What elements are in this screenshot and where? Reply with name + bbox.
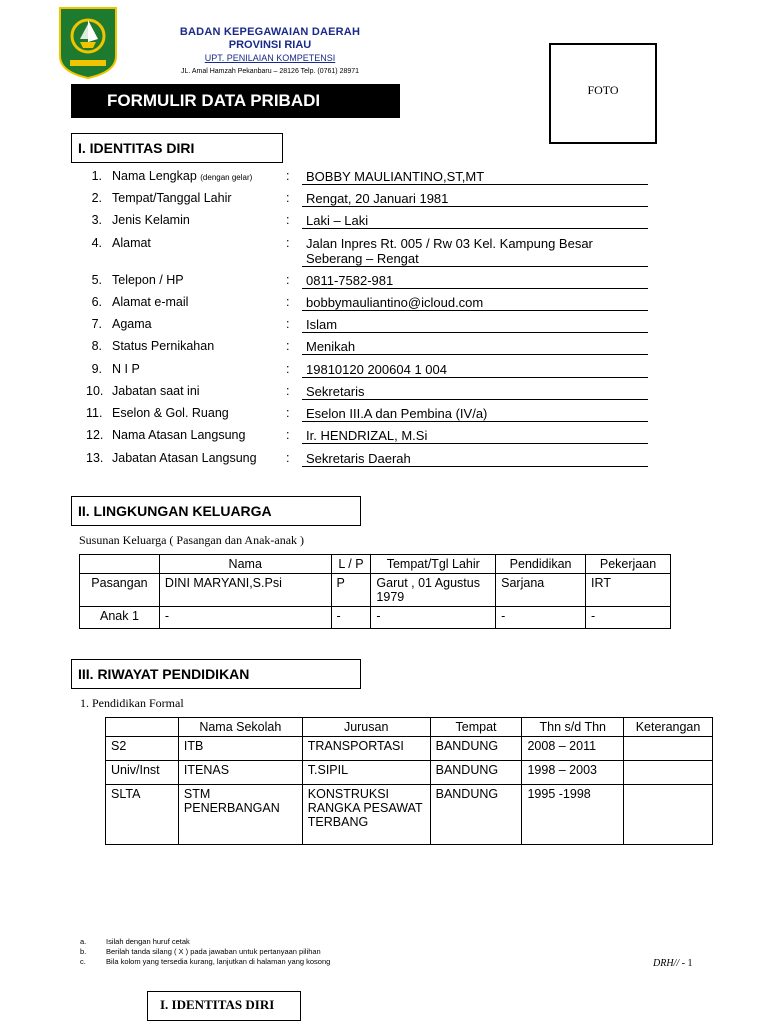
footnote-item [80, 957, 330, 967]
identity-value [302, 406, 648, 422]
identity-value-text: Sekretaris Daerah [306, 451, 411, 466]
identity-value-text: Sekretaris [306, 384, 365, 399]
education-subtitle: 1. Pendidikan Formal [80, 696, 184, 710]
column-header: Nama Sekolah [178, 718, 302, 737]
footnote-text: Isilah dengan huruf cetak [106, 937, 190, 946]
table-row [80, 574, 671, 607]
table-cell: T.SIPIL [302, 761, 430, 785]
identity-colon: : [286, 339, 290, 353]
identity-row-number: 6. [91, 295, 102, 309]
identity-colon: : [286, 384, 290, 398]
identity-label-text: Status Pernikahan [112, 339, 215, 353]
table-header-row [80, 555, 671, 574]
identity-colon: : [286, 295, 290, 309]
identity-label [112, 213, 190, 227]
identity-label [112, 169, 252, 183]
table-cell: - [496, 607, 586, 629]
next-page-section-title: I. IDENTITAS DIRI [147, 991, 301, 1021]
table-cell [624, 785, 713, 845]
page-code [653, 958, 692, 969]
column-header [106, 718, 179, 737]
table-cell: Sarjana [496, 574, 586, 607]
column-header: Keterangan [624, 718, 713, 737]
identity-value-text: Menikah [306, 339, 356, 354]
table-cell: ITB [178, 737, 302, 761]
identity-row-number: 12. [86, 428, 104, 442]
identity-value [302, 169, 648, 185]
table-header-row [106, 718, 713, 737]
table-cell: BANDUNG [430, 761, 522, 785]
identity-value [302, 295, 648, 311]
identity-label [112, 236, 151, 250]
table-cell: Anak 1 [80, 607, 160, 629]
form-title: FORMULIR DATA PRIBADI [71, 84, 400, 118]
table-cell: KONSTRUKSI RANGKA PESAWAT TERBANG [302, 785, 430, 845]
identity-row-number: 13. [86, 451, 104, 465]
table-cell: STM PENERBANGAN [178, 785, 302, 845]
identity-value-text: Laki – Laki [306, 213, 369, 228]
identity-value-text: Rengat, 20 Januari 1981 [306, 191, 449, 206]
identity-row [86, 451, 650, 473]
column-header [80, 555, 160, 574]
identity-row-number: 2. [91, 191, 102, 205]
identity-label [112, 295, 188, 309]
identity-row [86, 406, 650, 428]
table-row [106, 737, 713, 761]
identity-label-text: Alamat e-mail [112, 295, 189, 309]
section-title-pendidikan: III. RIWAYAT PENDIDIKAN [71, 659, 361, 689]
identity-label-text: Jabatan Atasan Langsung [112, 451, 257, 465]
table-cell: BANDUNG [430, 737, 522, 761]
identity-label-text: Tempat/Tanggal Lahir [112, 191, 232, 205]
identity-colon: : [286, 213, 290, 227]
identity-label-text: Alamat [112, 236, 151, 250]
column-header: Thn s/d Thn [522, 718, 624, 737]
table-cell [624, 761, 713, 785]
table-cell [624, 737, 713, 761]
column-header: Tempat [430, 718, 522, 737]
page-code-text: DRH// [653, 958, 680, 969]
identity-value [302, 384, 648, 400]
identity-value-text: Ir. HENDRIZAL, M.Si [306, 428, 428, 443]
identity-label-text: Eselon & Gol. Ruang [112, 406, 229, 420]
section-title-identitas: I. IDENTITAS DIRI [71, 133, 283, 163]
identity-value [302, 191, 648, 207]
identity-colon: : [286, 428, 290, 442]
identity-value [302, 317, 648, 333]
family-note: Susunan Keluarga ( Pasangan dan Anak-anak ) [79, 533, 305, 547]
photo-box [549, 43, 657, 144]
identity-label [112, 451, 257, 465]
identity-value [302, 362, 648, 378]
identity-label-note: (dengan gelar) [200, 173, 253, 182]
table-row [106, 761, 713, 785]
identity-row-number: 9. [91, 362, 102, 376]
agency-province: PROVINSI RIAU [228, 39, 312, 51]
identity-row [86, 273, 650, 295]
identity-row [86, 362, 650, 384]
identity-label-text: Agama [112, 317, 152, 331]
table-row [106, 785, 713, 845]
section-title-keluarga: II. LINGKUNGAN KELUARGA [71, 496, 361, 526]
table-cell: - [586, 607, 671, 629]
identity-label [112, 362, 140, 376]
identity-value [302, 213, 648, 229]
photo-label: FOTO [587, 83, 619, 97]
identity-label-text: Nama Lengkap [112, 169, 197, 183]
identity-label [112, 384, 200, 398]
identity-colon: : [286, 451, 290, 465]
identity-value-text: Jalan Inpres Rt. 005 / Rw 03 Kel. Kampung Besar [306, 236, 593, 251]
page-number: - 1 [679, 958, 693, 969]
identity-colon: : [286, 169, 290, 183]
identity-row [86, 428, 650, 450]
provincial-logo [58, 6, 118, 80]
identity-label-text: Jabatan saat ini [112, 384, 200, 398]
table-cell: 1998 – 2003 [522, 761, 624, 785]
identity-label-text: Nama Atasan Langsung [112, 428, 246, 442]
column-header: Nama [159, 555, 331, 574]
table-cell: IRT [586, 574, 671, 607]
table-cell: - [159, 607, 331, 629]
identity-value [302, 236, 648, 267]
column-header: L / P [331, 555, 371, 574]
identity-row [86, 236, 650, 266]
identity-row [86, 317, 650, 339]
family-table [79, 554, 671, 629]
table-cell: BANDUNG [430, 785, 522, 845]
identity-value-text-2: Seberang – Rengat [306, 251, 419, 266]
identity-value [302, 428, 648, 444]
footnote-key: b. [80, 947, 87, 956]
footnote-key: c. [80, 957, 86, 966]
table-cell: - [371, 607, 496, 629]
footnote-text: Berilah tanda silang ( X ) pada jawaban untuk pertanyaan pilihan [106, 947, 321, 956]
identity-row [86, 191, 650, 213]
agency-name: BADAN KEPEGAWAIAN DAERAH [179, 26, 361, 38]
identity-value-text: 19810120 200604 1 004 [306, 362, 447, 377]
identity-label [112, 406, 229, 420]
table-cell: P [331, 574, 371, 607]
identity-label-text: Telepon / HP [112, 273, 184, 287]
agency-address: JL. Amal Hamzah Pekanbaru – 28126 Telp. (0761) 28971 [180, 68, 360, 75]
identity-row [86, 384, 650, 406]
identity-colon: : [286, 273, 290, 287]
identity-value [302, 451, 648, 467]
table-cell: DINI MARYANI,S.Psi [159, 574, 331, 607]
footnote-text: Bila kolom yang tersedia kurang, lanjutkan di halaman yang kosong [106, 957, 331, 966]
column-header: Tempat/Tgl Lahir [371, 555, 496, 574]
column-header: Jurusan [302, 718, 430, 737]
identity-row-number: 5. [91, 273, 102, 287]
footnotes [80, 937, 330, 967]
identity-row-number: 1. [91, 169, 102, 183]
identity-colon: : [286, 236, 290, 250]
identity-colon: : [286, 362, 290, 376]
identity-row-number: 8. [91, 339, 102, 353]
identity-value-text: Islam [306, 317, 338, 332]
identity-value-text: Eselon III.A dan Pembina (IV/a) [306, 406, 488, 421]
column-header: Pendidikan [496, 555, 586, 574]
table-cell: Pasangan [80, 574, 160, 607]
identity-label-text: Jenis Kelamin [112, 213, 190, 227]
identity-colon: : [286, 406, 290, 420]
table-cell: - [331, 607, 371, 629]
identity-row-number: 4. [91, 236, 102, 250]
table-cell: TRANSPORTASI [302, 737, 430, 761]
identity-label [112, 428, 245, 442]
identity-value-text: BOBBY MAULIANTINO,ST,MT [306, 169, 485, 184]
table-cell: S2 [106, 737, 179, 761]
identity-row [86, 295, 650, 317]
identity-row [86, 339, 650, 361]
identity-row-number: 7. [91, 317, 102, 331]
identity-value-text: bobbymauliantino@icloud.com [306, 295, 484, 310]
table-row [80, 607, 671, 629]
table-cell: Univ/Inst [106, 761, 179, 785]
table-cell: 2008 – 2011 [522, 737, 624, 761]
table-cell: Garut , 01 Agustus 1979 [371, 574, 496, 607]
column-header: Pekerjaan [586, 555, 671, 574]
table-cell: ITENAS [178, 761, 302, 785]
identity-label [112, 273, 184, 287]
identity-label [112, 317, 152, 331]
identity-colon: : [286, 191, 290, 205]
identity-value [302, 273, 648, 289]
table-cell: 1995 -1998 [522, 785, 624, 845]
identity-value [302, 339, 648, 355]
agency-header [140, 26, 400, 78]
identity-label [112, 339, 214, 353]
footnote-item [80, 937, 330, 947]
footnote-key: a. [80, 937, 87, 946]
identity-row [86, 169, 650, 191]
identity-row-number: 3. [91, 213, 102, 227]
agency-unit: UPT. PENILAIAN KOMPETENSI [204, 53, 336, 63]
identity-label-text: N I P [112, 362, 140, 376]
identity-value-text: 0811-7582-981 [306, 273, 394, 288]
identity-label [112, 191, 232, 205]
identity-row-number: 11. [86, 406, 103, 420]
identity-row [86, 213, 650, 235]
identity-colon: : [286, 317, 290, 331]
identity-row-number: 10. [86, 384, 104, 398]
footnote-item [80, 947, 330, 957]
table-cell: SLTA [106, 785, 179, 845]
education-table [105, 717, 713, 845]
